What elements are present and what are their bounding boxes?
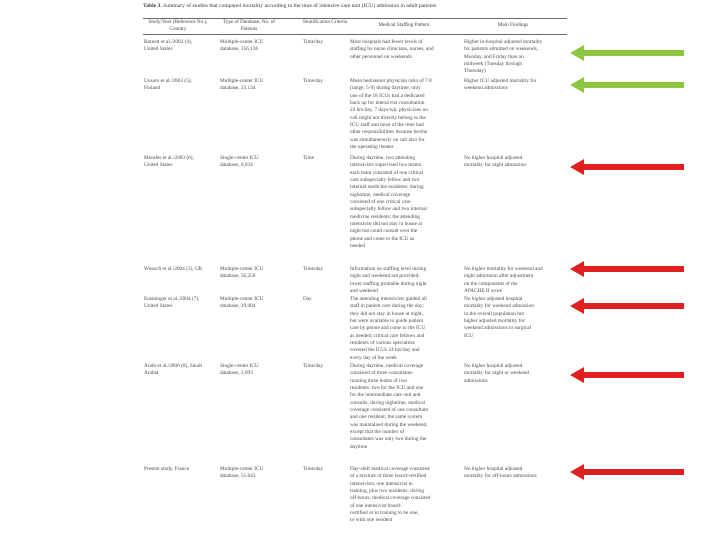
cell-staffing: Day-shift medical coverage consisted of a mixture of three board-certified intensivists, one intensivist in training, plus two residents; during off-hours, medical coverage consisted of one intensivist board- certified or in training to be one, or with one resident xyxy=(350,466,431,524)
cell-criteria: Time/day xyxy=(303,39,324,45)
cell-study: Wunsch et al./2004 (3), UK xyxy=(144,266,203,272)
cell-staffing: Most hospitals had fewer levels of staffing by nurse clinicians, nurses, and other personnel on weekends xyxy=(350,39,434,60)
red-arrow-icon xyxy=(570,463,686,481)
cell-database: Multiple-center ICU database, 156,136 xyxy=(220,39,264,53)
arrow-shape xyxy=(570,159,684,175)
cell-study: Arabi et al./2006 (8), Saudi Arabia xyxy=(144,363,202,377)
caption-text: Summary of studies that compared mortality according to the time of intensive care unit (ICU) admission in adult patients xyxy=(163,3,437,9)
cell-criteria: Time/day xyxy=(303,78,324,84)
red-arrow-icon xyxy=(570,297,686,315)
cell-findings: No higher hospital adjusted mortality for off-hours admissions xyxy=(464,466,537,480)
cell-staffing: Mean bed/senior physician ratio of 7.8 (range, 5-9) during daytime; only one of the 18 ICUs had a dedicated back up for intensivist consultation 24 hrs/day, 7 days/wk; physicians on call might not directly belong to the ICU staff and most of the time had other responsibilities because he/she was simultaneously on call also for the operating theater xyxy=(350,78,432,151)
table-page xyxy=(143,0,567,540)
cell-database: Single-center ICU database, 6,034 xyxy=(220,155,259,169)
arrow-shape xyxy=(570,45,684,61)
cell-findings: Higher ICU adjusted mortality for weekend admissions xyxy=(464,78,537,92)
cell-study: Present study, France xyxy=(144,466,190,472)
cell-staffing: During daytime, medical coverage consisted of three consultants running three teams of two residents: two for the ICU and one for the intermediate care unit and consults; during nighttime, medical coverage consisted of one consultant and one resident; the same system was maintained during the weekend, except that the number of consultants was only two during the daytime xyxy=(350,363,428,450)
cell-criteria: Day xyxy=(303,296,312,302)
arrow-shape xyxy=(570,77,684,93)
cell-criteria: Time/day xyxy=(303,266,324,272)
cell-database: Multiple-center ICU database, 51,643 xyxy=(220,466,264,480)
cell-criteria: Time/day xyxy=(303,363,324,369)
cell-staffing: The attending intensivists guided all staff in patient care during the day; they did not stay in house at night, but were available to guide patient care by phone and come to the ICU as needed; critical care fellows and residents of various specialties covered the ICUs 24 hrs/day and every day of the week xyxy=(350,296,427,361)
cell-staffing: During daytime, two attending intensivists supervised two teams: each team consisted of one critical care subspecialty fellow and two internal medicine residents; during nighttime, medical coverage consisted of one critical care subspecialty fellow and two internal medicine residents; the attending intensivist did not stay in house at night but could consult over the phone and come to the ICU as needed xyxy=(350,155,427,250)
header-database: Type of Database, No. of Patients xyxy=(222,19,276,32)
cell-database: Multiple-center ICU database, 29,084 xyxy=(220,296,264,310)
cell-criteria: Time/day xyxy=(303,466,324,472)
cell-findings: No higher hospital adjusted mortality for night admission xyxy=(464,155,526,169)
cell-study: Ensminger et al./2004 (7), United States xyxy=(144,296,200,310)
header-study: Study/Year (Reference No.), Country xyxy=(148,19,208,32)
cell-database: Multiple-center ICU database, 23,134 xyxy=(220,78,264,92)
arrow-shape xyxy=(570,367,684,383)
cell-study: Uusaro et al./2003 (5), Finland xyxy=(144,78,192,92)
cell-findings: No higher hospital adjusted mortality for night or weekend admissions xyxy=(464,363,530,384)
cell-study: Barnett et al./2002 (4), United States xyxy=(144,39,193,53)
arrow-shape xyxy=(570,261,684,277)
cell-database: Multiple-center ICU database, 56,250 xyxy=(220,266,264,280)
arrow-shape xyxy=(570,464,684,480)
cell-criteria: Time xyxy=(303,155,314,161)
table-caption xyxy=(143,3,567,10)
table-header-rule xyxy=(143,34,567,35)
red-arrow-icon xyxy=(570,158,686,176)
header-staffing: Medical Staffing Pattern xyxy=(378,22,430,28)
arrow-shape xyxy=(570,298,684,314)
header-criteria: Stratification Criteria xyxy=(302,19,348,25)
cell-findings: No higher adjusted hospital mortality for weekend admission in the overall population but higher adjusted mortality for weekend admissions to surgical ICU xyxy=(464,296,534,339)
cell-staffing: Information on staffing level during night and weekend not provided: lower staffing probable during night and weekend xyxy=(350,266,427,295)
red-arrow-icon xyxy=(570,260,686,278)
cell-study: Morales et al./2003 (6), United States xyxy=(144,155,194,169)
green-arrow-icon xyxy=(570,44,686,62)
cell-findings: Higher in-hospital adjusted mortality for patients admitted on weekends, Monday, and Friday than on midweek (Tuesday through Thursday) xyxy=(464,39,543,75)
green-arrow-icon xyxy=(570,76,686,94)
red-arrow-icon xyxy=(570,366,686,384)
cell-database: Single-center ICU database, 2,093 xyxy=(220,363,259,377)
header-findings: Main Findings xyxy=(497,22,529,28)
cell-findings: No higher mortality for weekend and night admission after adjustment on the components of the APACHE II score xyxy=(464,266,543,295)
caption-label: Table 3. xyxy=(143,3,162,9)
